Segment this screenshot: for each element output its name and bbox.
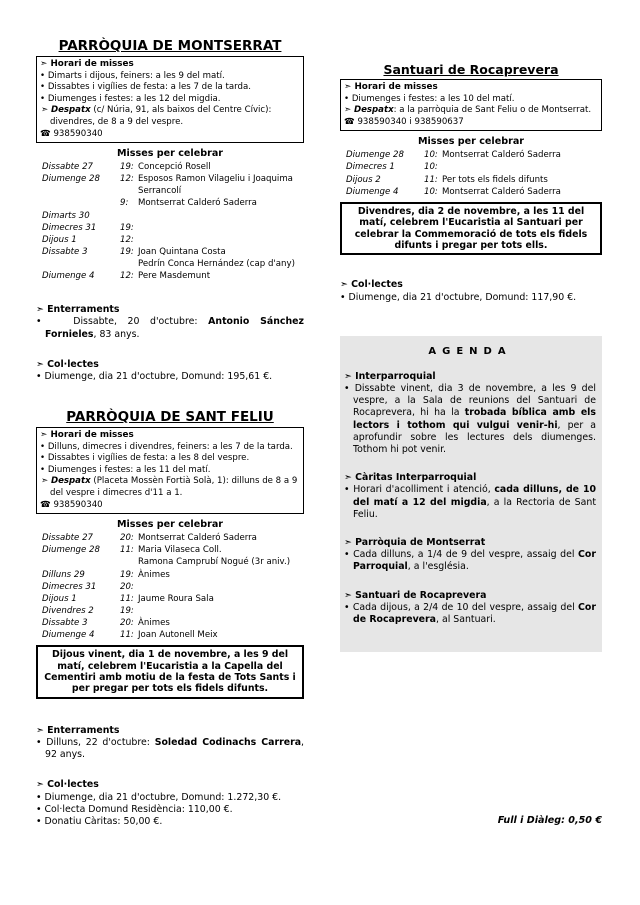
arrow-icon: ➣ — [36, 724, 48, 736]
mass-names — [138, 234, 304, 246]
arrow-icon: ➣ — [36, 779, 48, 791]
mass-names: Pere Masdemunt — [138, 271, 211, 281]
santfeliu-enterrament-item: • Dilluns, 22 d'octubre: Soledad Codinachs Carrera, 92 anys. — [36, 736, 305, 761]
mass-row — [36, 258, 304, 270]
mass-row — [36, 617, 304, 629]
mass-names: Esposos Ramon Vilageliu i Joaquima Serrancolí — [138, 174, 293, 197]
mass-hour: 11: — [120, 593, 134, 604]
montserrat-horari-box — [36, 56, 304, 143]
agenda-items — [344, 371, 596, 626]
arrow-icon: ➣ — [40, 59, 51, 69]
mass-names: Ànimes — [138, 569, 170, 580]
santuari-collecta-0: • Diumenge, dia 21 d'octubre, Domund: 117,90 €. — [340, 291, 577, 303]
santfeliu-despatx-text: (Placeta Mossèn Fortià Solà, 1): dilluns de 8 a 9 del vespre i dimecres d'11 a 1. — [50, 476, 298, 499]
mass-day: Dijous 1 — [42, 593, 77, 604]
mass-hour — [120, 556, 138, 568]
agenda-item — [344, 371, 596, 456]
mass-row — [36, 593, 304, 605]
mass-day: Diumenge 28 — [42, 545, 100, 556]
mass-day: Dimecres 31 — [42, 581, 97, 592]
montserrat-misses-table — [36, 161, 304, 282]
mass-day: Dijous 1 — [42, 234, 77, 245]
mass-names — [442, 161, 602, 173]
mass-hour: 20: — [120, 617, 134, 628]
mass-hour: 9: — [120, 198, 129, 209]
mass-row — [340, 174, 602, 186]
arrow-icon: ➣ — [41, 476, 51, 487]
mass-names: Ànimes — [138, 617, 170, 628]
montserrat-phone: 938590340 — [53, 128, 103, 139]
santuari-horari-title: Horari de misses — [354, 82, 438, 92]
mass-row — [36, 544, 304, 556]
mass-names — [138, 222, 304, 234]
phone-icon: ☎ — [344, 116, 358, 127]
montserrat-despatx-label: Despatx — [50, 105, 91, 116]
santfeliu-enterraments-title: Enterraments — [47, 724, 120, 736]
mass-row — [36, 173, 304, 197]
arrow-icon: ➣ — [41, 105, 51, 116]
mass-names: Montserrat Calderó Saderra — [138, 533, 257, 544]
mass-row — [36, 161, 304, 173]
mass-day — [36, 197, 120, 209]
arrow-icon: ➣ — [344, 589, 356, 601]
santuari-misses-table — [340, 149, 602, 197]
mass-hour: 19: — [120, 605, 134, 616]
santfeliu-misses-title: Misses per celebrar — [116, 519, 224, 531]
mass-hour: 11: — [424, 174, 438, 185]
mass-day: Dijous 2 — [346, 174, 381, 185]
mass-hour: 12: — [120, 271, 134, 281]
mass-day: Dimecres 1 — [346, 162, 395, 173]
santfeliu-collecta-2: • Donatiu Càritas: 50,00 €. — [36, 815, 163, 827]
santfeliu-horari-1: • Dissabtes i vigílies de festa: a les 8 del vespre. — [40, 453, 300, 465]
mass-row — [36, 605, 304, 617]
arrow-icon: ➣ — [340, 279, 352, 291]
mass-day: Diumenge 4 — [42, 630, 95, 641]
montserrat-horari-1: • Dissabtes i vigílies de festa: a les 7 de la tarda. — [40, 82, 300, 94]
mass-day: Diumenge 28 — [346, 150, 404, 161]
agenda-item-title: Càritas Interparroquial — [355, 472, 477, 484]
arrow-icon: ➣ — [344, 472, 356, 484]
mass-row — [340, 149, 602, 161]
agenda-panel — [340, 336, 602, 652]
mass-row — [36, 234, 304, 246]
mass-hour: 10: — [424, 162, 438, 173]
mass-hour: 20: — [120, 533, 134, 544]
mass-day: Dilluns 29 — [42, 569, 85, 580]
mass-names: Maria Vilaseca Coll. — [138, 545, 222, 556]
mass-row — [36, 569, 304, 581]
mass-names: Montserrat Calderó Saderra — [138, 198, 257, 209]
mass-hour — [120, 210, 138, 222]
montserrat-horari-2: • Diumenges i festes: a les 12 del migdia. — [40, 94, 300, 106]
mass-day — [36, 556, 120, 568]
mass-row — [340, 161, 602, 173]
arrow-icon: ➣ — [36, 358, 48, 370]
mass-day: Dissabte 27 — [42, 162, 94, 173]
montserrat-despatx-text: (c/ Núria, 91, als baixos del Centre Cívic): divendres, de 8 a 9 del vespre. — [50, 105, 272, 127]
footer-price: Full i Diàleg: 0,50 € — [497, 815, 602, 826]
mass-hour — [120, 258, 138, 270]
mass-hour: 10: — [424, 186, 438, 197]
mass-names — [138, 210, 304, 222]
agenda-item — [344, 472, 596, 521]
santfeliu-horari-2: • Diumenges i festes: a les 11 del matí. — [40, 465, 300, 477]
mass-hour: 12: — [120, 234, 134, 245]
mass-row — [36, 222, 304, 234]
santuari-horari-0: • Diumenges i festes: a les 10 del matí. — [344, 94, 598, 106]
santfeliu-horari-box — [36, 427, 304, 514]
agenda-item-text: • Cada dijous, a 2/4 de 10 del vespre, assaig del Cor de Rocaprevera, al Santuari. — [344, 601, 596, 626]
santuari-collectes-title: Col·lectes — [351, 279, 403, 291]
santuari-phone: 938590340 i 938590637 — [357, 116, 464, 127]
agenda-item-text: • Horari d'acolliment i atenció, cada dilluns, de 10 del matí a 12 del migdia, a la Rectoria de Sant Feliu. — [344, 484, 596, 520]
mass-hour: 10: — [424, 150, 438, 161]
mass-names: Joan Quintana Costa — [138, 246, 226, 257]
montserrat-enterraments — [36, 304, 304, 341]
montserrat-enterrament-item: • Dissabte, 20 d'octubre: Antonio Sánchez Fornieles, 83 anys. — [36, 316, 304, 340]
mass-hour: 19: — [120, 222, 134, 233]
arrow-icon: ➣ — [344, 370, 356, 382]
mass-names: Jaume Roura Sala — [138, 593, 214, 604]
mass-day: Diumenge 4 — [346, 186, 399, 197]
mass-hour: 19: — [120, 569, 134, 580]
agenda-item — [344, 537, 596, 574]
mass-day: Dissabte 27 — [42, 533, 94, 544]
mass-row — [36, 246, 304, 258]
arrow-icon: ➣ — [344, 537, 356, 549]
montserrat-collecta-0: • Diumenge, dia 21 d'octubre, Domund: 195,61 €. — [36, 370, 273, 382]
mass-day — [36, 258, 120, 270]
left-column — [36, 38, 304, 828]
santfeliu-despatx-label: Despatx — [50, 476, 91, 487]
mass-day: Diumenge 4 — [42, 271, 95, 281]
mass-row — [36, 629, 304, 641]
phone-icon: ☎ — [40, 499, 54, 510]
mass-day: Dissabte 3 — [42, 246, 88, 257]
mass-hour: 11: — [120, 630, 134, 641]
mass-names — [138, 605, 304, 617]
mass-names: Concepció Rosell — [138, 162, 211, 173]
montserrat-title: PARRÒQUIA DE MONTSERRAT — [58, 38, 282, 54]
mass-hour: 11: — [120, 545, 134, 556]
mass-day: Dissabte 3 — [42, 617, 88, 628]
mass-names: Pedrín Conca Hernández (cap d'any) — [138, 258, 295, 269]
mass-day: Dimarts 30 — [42, 210, 90, 221]
santfeliu-notice: Dijous vinent, dia 1 de novembre, a les 9 del matí, celebrem l'Eucaristia a la Capella del Cementiri amb motiu de la festa de Tots Sants i per pregar per tots els fidels difunts. — [36, 645, 304, 699]
montserrat-enterraments-title: Enterraments — [47, 304, 120, 316]
montserrat-horari-title: Horari de misses — [50, 59, 134, 69]
santuari-despatx-label: Despatx — [353, 105, 394, 116]
arrow-icon: ➣ — [36, 304, 48, 316]
agenda-item-title: Santuari de Rocaprevera — [355, 589, 487, 601]
santfeliu-misses-table — [36, 532, 304, 641]
santfeliu-horari-title: Horari de misses — [50, 430, 134, 441]
mass-row — [36, 532, 304, 544]
phone-icon: ☎ — [40, 128, 54, 139]
mass-hour: 19: — [120, 162, 134, 173]
arrow-icon: ➣ — [40, 430, 51, 441]
santuari-title: Santuari de Rocaprevera — [383, 62, 559, 77]
mass-row — [36, 581, 304, 593]
mass-day: Diumenge 28 — [42, 174, 100, 185]
mass-hour: 12: — [120, 174, 134, 185]
santfeliu-title: PARRÒQUIA DE SANT FELIU — [66, 409, 274, 426]
agenda-item-text: • Dissabte vinent, dia 3 de novembre, a les 9 del vespre, a la Sala de reunions del Santuari de Rocaprevera, hi ha la trobada bíblica amb els lectors i tothom qui vulgui venir-hi, per a aprofundir sobre les lectures dels diumenges. Tothom hi pot venir. — [344, 382, 597, 455]
mass-row — [36, 270, 304, 282]
montserrat-horari-0: • Dimarts i dijous, feiners: a les 9 del matí. — [40, 71, 300, 83]
santuari-notice: Divendres, dia 2 de novembre, a les 11 del matí, celebrem l'Eucaristia al Santuari per celebrar la Commemoració de tots els fidels difunts i pregar per tots ells. — [340, 202, 602, 256]
montserrat-collectes — [36, 359, 304, 383]
santfeliu-enterraments — [36, 725, 304, 762]
santfeliu-phone: 938590340 — [53, 499, 103, 510]
mass-row — [36, 197, 304, 209]
mass-row — [340, 186, 602, 198]
mass-hour: 20: — [120, 581, 134, 592]
mass-row — [36, 210, 304, 222]
mass-names: Per tots els fidels difunts — [442, 174, 548, 185]
montserrat-misses-title: Misses per celebrar — [116, 148, 224, 160]
agenda-item — [344, 590, 596, 627]
arrow-icon: ➣ — [344, 105, 354, 116]
santuari-collectes — [340, 279, 602, 303]
santuari-despatx-text: : a la parròquia de Sant Feliu o de Montserrat. — [393, 105, 592, 116]
santfeliu-collecta-1: • Col·lecta Domund Residència: 110,00 €. — [36, 803, 233, 815]
right-column — [340, 62, 602, 652]
santfeliu-collecta-0: • Diumenge, dia 21 d'octubre, Domund: 1.272,30 €. — [36, 791, 282, 803]
agenda-title: AGENDA — [428, 345, 512, 357]
santfeliu-collectes — [36, 779, 304, 828]
santuari-misses-title: Misses per celebrar — [417, 136, 525, 148]
mass-names: Ramona Camprubí Nogué (3r aniv.) — [138, 557, 291, 568]
santfeliu-horari-0: • Dilluns, dimecres i divendres, feiners: a les 7 de la tarda. — [40, 442, 300, 454]
mass-names: Montserrat Calderó Saderra — [442, 186, 561, 197]
mass-day: Dimecres 31 — [42, 222, 97, 233]
mass-day: Divendres 2 — [42, 605, 94, 616]
mass-names — [138, 581, 304, 593]
santuari-horari-box — [340, 79, 602, 131]
arrow-icon: ➣ — [344, 82, 355, 92]
mass-names: Montserrat Calderó Saderra — [442, 150, 561, 161]
agenda-item-title: Interparroquial — [355, 370, 436, 382]
santfeliu-collectes-title: Col·lectes — [47, 779, 99, 791]
mass-names: Joan Autonell Meix — [138, 630, 218, 641]
mass-row — [36, 556, 304, 568]
agenda-item-text: • Cada dilluns, a 1/4 de 9 del vespre, assaig del Cor Parroquial, a l'església. — [344, 549, 596, 573]
agenda-item-title: Parròquia de Montserrat — [355, 537, 486, 549]
montserrat-collectes-title: Col·lectes — [47, 358, 99, 370]
mass-hour: 19: — [120, 246, 134, 257]
